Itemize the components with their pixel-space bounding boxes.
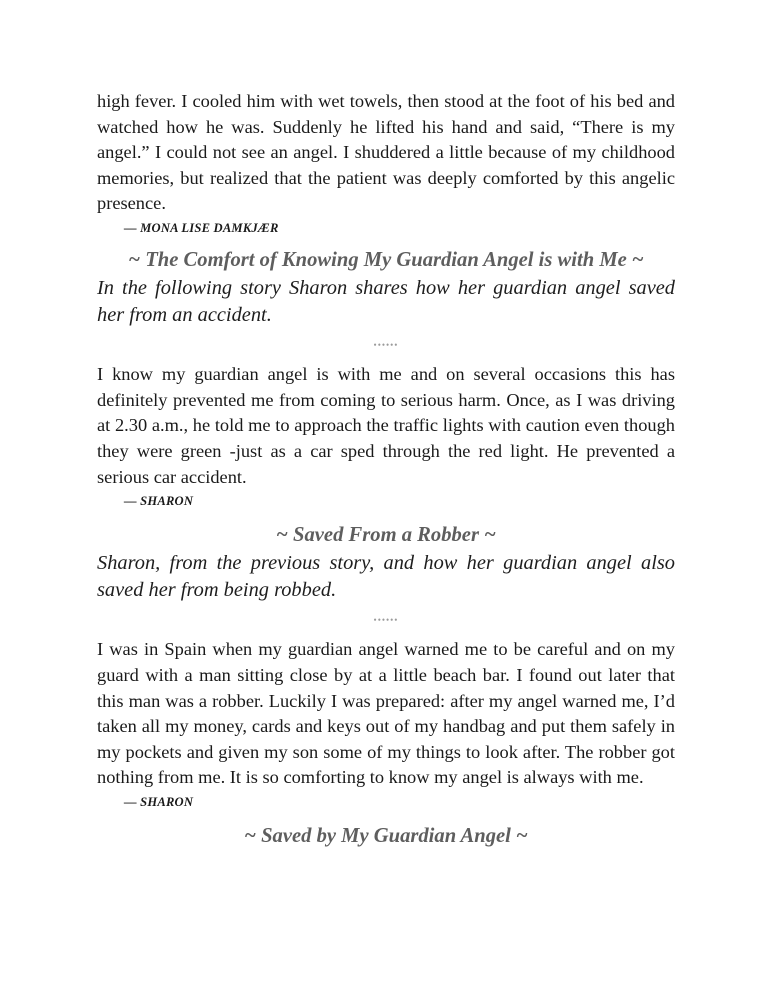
section-divider: ••••••	[373, 340, 399, 351]
story-comfort-of-knowing	[97, 247, 675, 510]
story-signature: — MONA LISE DAMKJÆR	[124, 220, 279, 235]
story-intro: Sharon, from the previous story, and how her guardian angel also saved her from being robbed.	[97, 552, 675, 601]
story-paragraph: I know my guardian angel is with me and on several occasions this has definitely prevented me from coming to serious harm. Once, as I was driving at 2.30 a.m., he told me to approach the traffic lights with caution even though they were green -just as a car sped through the red light. He prevented a serious car accident.	[97, 364, 675, 487]
story-title: ~ Saved by My Guardian Angel ~	[244, 824, 528, 847]
story-paragraph: high fever. I cooled him with wet towels, then stood at the foot of his bed and watched how he was. Suddenly he lifted his hand and said, “There is my angel.” I could not see an angel. I shuddered a little because of my childhood memories, but realized that the patient was deeply comforted by this angelic presence.	[97, 91, 675, 214]
story-mona-lise	[97, 89, 675, 237]
book-page	[97, 89, 675, 849]
story-paragraph: I was in Spain when my guardian angel warned me to be careful and on my guard with a man sitting close by at a little beach bar. I found out later that this man was a robber. Luckily I was prepared: after my angel warned me, I’d taken all my money, cards and keys out of my handbag and put them safely in my pockets and given my son some of my things to look after. The robber got nothing from me. It is so comforting to know my angel is always with me.	[97, 639, 675, 788]
story-title: ~ The Comfort of Knowing My Guardian Angel is with Me ~	[128, 248, 644, 271]
story-intro: In the following story Sharon shares how her guardian angel saved her from an accident.	[97, 276, 675, 326]
story-saved-by-guardian-angel	[97, 823, 675, 849]
story-saved-from-robber	[97, 522, 675, 811]
story-title: ~ Saved From a Robber ~	[276, 524, 496, 547]
story-signature: — SHARON	[124, 794, 194, 809]
section-divider: ••••••	[373, 615, 399, 626]
story-signature: — SHARON	[124, 494, 194, 509]
